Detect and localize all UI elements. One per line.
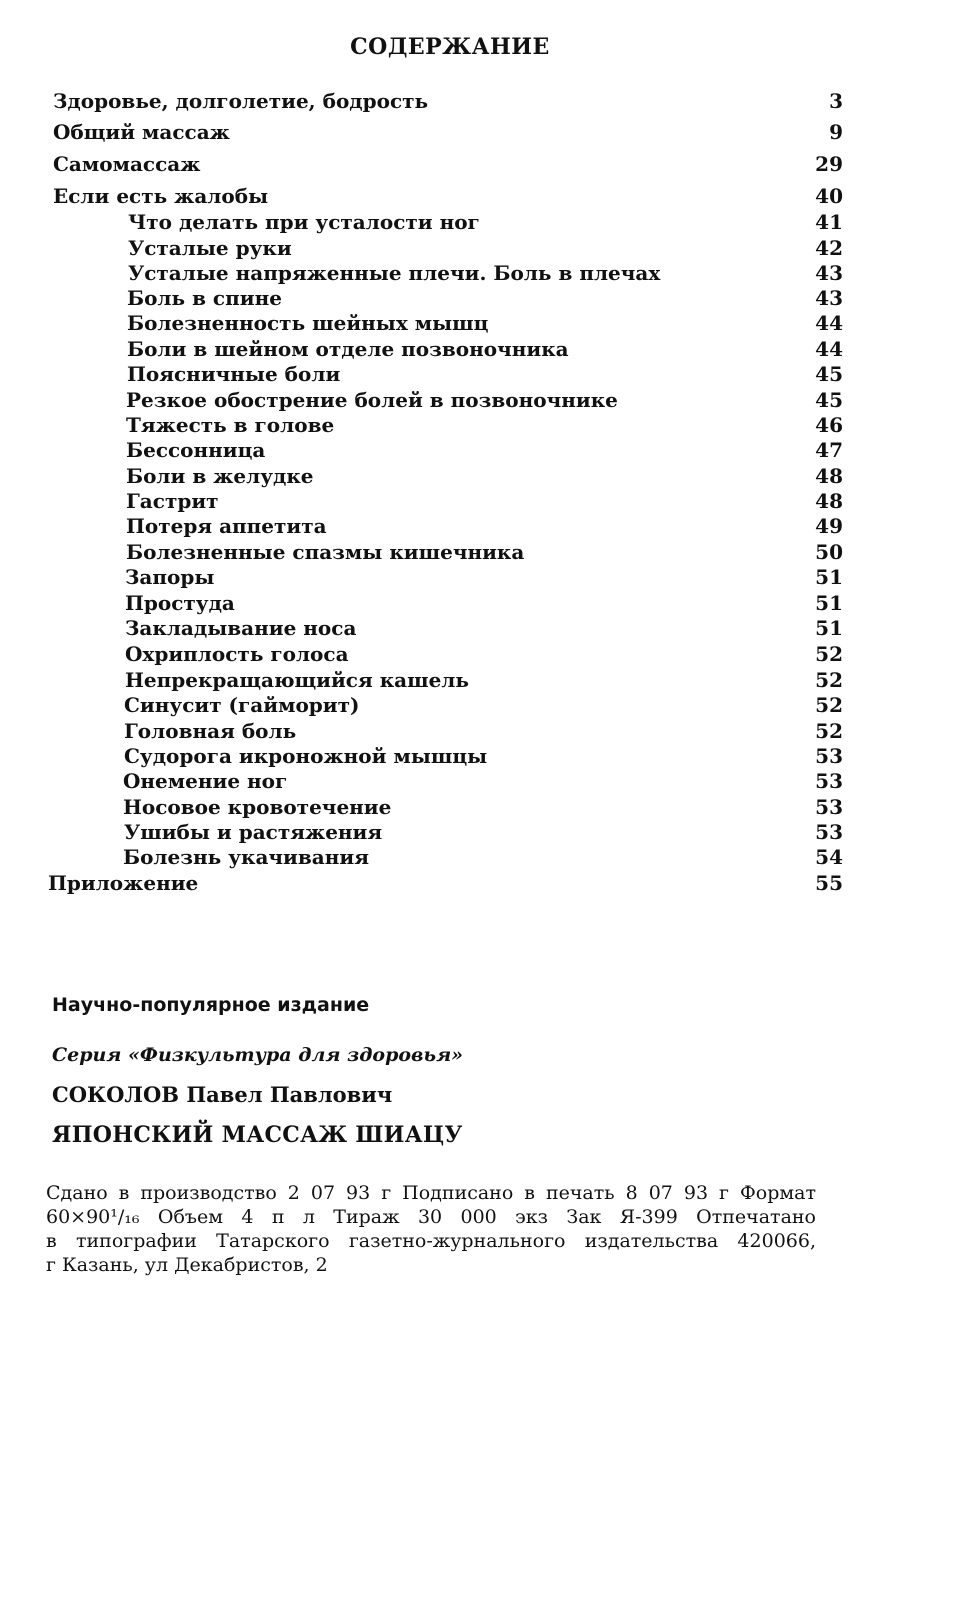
- toc-entry-label: Онемение ног: [123, 769, 288, 793]
- toc-entry: [127, 362, 843, 386]
- toc-entry-page: 44: [815, 337, 843, 361]
- toc-entry-page: 40: [815, 184, 843, 208]
- toc-entry: [53, 184, 843, 208]
- toc-entry-label: Потеря аппетита: [126, 514, 327, 538]
- toc-entry-page: 48: [815, 489, 843, 513]
- toc-entry: [128, 210, 843, 234]
- toc-entry-label: Ушибы и растяжения: [124, 820, 383, 844]
- toc-entry-label: Охриплость голоса: [125, 642, 349, 666]
- toc-entry: [53, 152, 843, 176]
- toc-entry: [127, 337, 843, 361]
- toc-entry-page: 53: [815, 795, 843, 819]
- toc-entry-page: 45: [815, 362, 843, 386]
- toc-entry: [126, 464, 843, 488]
- toc-entry-label: Простуда: [125, 591, 235, 615]
- toc-entry: [126, 489, 843, 513]
- toc-entry-page: 52: [815, 642, 843, 666]
- toc-entry: [124, 744, 843, 768]
- toc-entry: [48, 871, 843, 895]
- imprint-block: [46, 1181, 816, 1277]
- toc-entry-page: 43: [815, 261, 843, 285]
- imprint-line: Сдано в производство 2 07 93 г Подписано в печать 8 07 93 г Формат: [46, 1182, 816, 1204]
- toc-entry-label: Усталые напряженные плечи. Боль в плечах: [128, 261, 661, 285]
- toc-entry: [126, 438, 843, 462]
- toc-entry-label: Боли в шейном отделе позвоночника: [127, 337, 569, 361]
- toc-entry: [125, 668, 843, 692]
- toc-entry-page: 52: [815, 719, 843, 743]
- toc-entry-label: Самомассаж: [53, 152, 201, 176]
- toc-entry-page: 54: [815, 845, 843, 869]
- toc-entry-page: 42: [815, 236, 843, 260]
- toc-entry-page: 51: [815, 565, 843, 589]
- toc-entry-page: 48: [815, 464, 843, 488]
- toc-entry: [127, 286, 843, 310]
- toc-entry-page: 50: [815, 540, 843, 564]
- toc-entry-label: Здоровье, долголетие, бодрость: [53, 89, 429, 113]
- toc-entry-label: Приложение: [48, 871, 199, 895]
- series-title: Серия «Физкультура для здоровья»: [52, 1044, 464, 1066]
- toc-entry-label: Что делать при усталости ног: [128, 210, 480, 234]
- toc-entry: [126, 413, 843, 437]
- toc-entry: [123, 769, 843, 793]
- toc-entry-label: Болезненные спазмы кишечника: [126, 540, 525, 564]
- toc-entry-label: Бессонница: [126, 438, 266, 462]
- toc-entry-page: 43: [815, 286, 843, 310]
- toc-entry: [53, 89, 843, 113]
- book-title: ЯПОНСКИЙ МАССАЖ ШИАЦУ: [52, 1122, 463, 1148]
- toc-entry-label: Усталые руки: [128, 236, 292, 260]
- toc-entry: [123, 795, 843, 819]
- toc-entry: [125, 591, 843, 615]
- toc-entry-label: Закладывание носа: [125, 616, 357, 640]
- toc-entry-label: Болезненность шейных мышц: [127, 311, 489, 335]
- toc-title: СОДЕРЖАНИЕ: [350, 34, 550, 60]
- toc-entry-label: Синусит (гайморит): [124, 693, 360, 717]
- imprint-line: в типографии Татарского газетно-журнального издательства 420066,: [46, 1230, 816, 1252]
- toc-entry-label: Непрекращающийся кашель: [125, 668, 469, 692]
- toc-entry: [127, 311, 843, 335]
- toc-entry-page: 52: [815, 693, 843, 717]
- toc-entry: [128, 236, 843, 260]
- toc-entry-label: Общий массаж: [53, 120, 230, 144]
- toc-entry-page: 53: [815, 744, 843, 768]
- toc-entry-page: 47: [815, 438, 843, 462]
- toc-entry-label: Судорога икроножной мышцы: [124, 744, 488, 768]
- toc-entry: [53, 120, 843, 144]
- toc-entry: [126, 388, 843, 412]
- toc-entry: [124, 719, 843, 743]
- publication-type: Научно-популярное издание: [52, 994, 370, 1016]
- toc-entry-label: Болезнь укачивания: [123, 845, 369, 869]
- toc-entry-page: 51: [815, 616, 843, 640]
- toc-entry-label: Тяжесть в голове: [126, 413, 335, 437]
- toc-entry-label: Головная боль: [124, 719, 297, 743]
- toc-entry: [123, 845, 843, 869]
- toc-entry-page: 53: [815, 769, 843, 793]
- toc-entry-label: Если есть жалобы: [53, 184, 269, 208]
- toc-entry-label: Боли в желудке: [126, 464, 314, 488]
- toc-entry-page: 46: [815, 413, 843, 437]
- toc-entry-page: 55: [815, 871, 843, 895]
- toc-entry-page: 29: [815, 152, 843, 176]
- toc-entry-label: Резкое обострение болей в позвоночнике: [126, 388, 618, 412]
- author-name: СОКОЛОВ Павел Павлович: [52, 1082, 393, 1107]
- toc-entry-page: 49: [815, 514, 843, 538]
- toc-entry-page: 52: [815, 668, 843, 692]
- toc-entry: [128, 261, 843, 285]
- toc-entry-label: Запоры: [125, 565, 215, 589]
- toc-entry-page: 51: [815, 591, 843, 615]
- toc-entry-page: 3: [829, 89, 843, 113]
- toc-entry: [125, 565, 843, 589]
- toc-entry: [125, 616, 843, 640]
- toc-entry: [124, 820, 843, 844]
- imprint-line: 60×90¹/₁₆ Объем 4 п л Тираж 30 000 экз Зак Я-399 Отпечатано: [46, 1206, 816, 1228]
- toc-entry-label: Поясничные боли: [127, 362, 341, 386]
- toc-entry: [125, 642, 843, 666]
- toc-entry: [126, 540, 843, 564]
- toc-entry: [126, 514, 843, 538]
- imprint-line: г Казань, ул Декабристов, 2: [46, 1254, 328, 1276]
- toc-entry-page: 45: [815, 388, 843, 412]
- toc-entry: [124, 693, 843, 717]
- toc-entry-page: 53: [815, 820, 843, 844]
- toc-entry-label: Боль в спине: [127, 286, 282, 310]
- toc-entry-label: Носовое кровотечение: [123, 795, 392, 819]
- toc-entry-page: 41: [815, 210, 843, 234]
- toc-entry-page: 9: [829, 120, 843, 144]
- toc-entry-page: 44: [815, 311, 843, 335]
- toc-entry-label: Гастрит: [126, 489, 219, 513]
